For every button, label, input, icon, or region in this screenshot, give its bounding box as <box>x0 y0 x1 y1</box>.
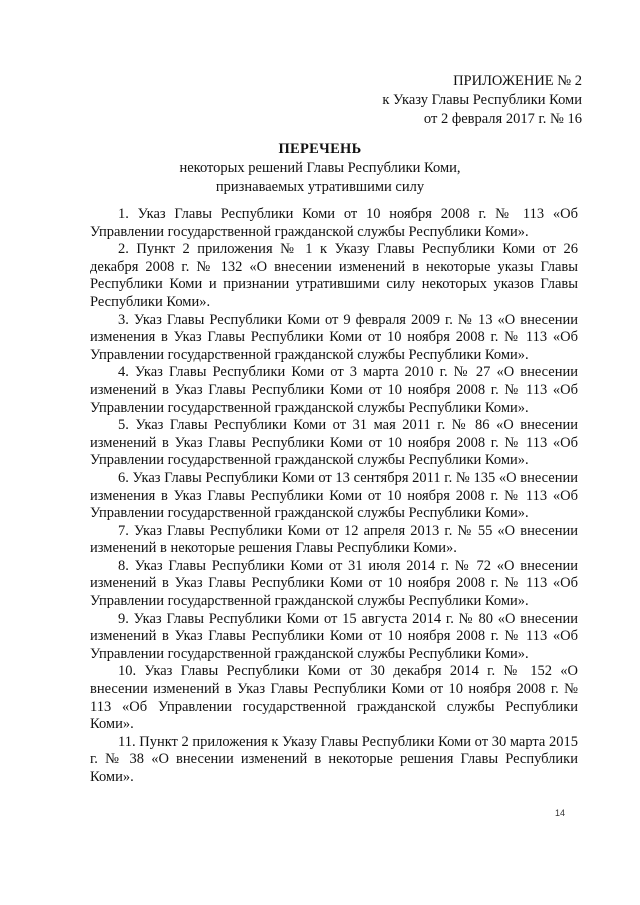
list-item: 5. Указ Главы Республики Коми от 31 мая 2011 г. № 86 «О внесении изменений в Указ Главы Республики Коми от 10 ноября 2008 г. № 113 «Об Управлении государственной гражданской службы Республики Коми». <box>90 417 578 469</box>
document-heading <box>0 140 640 197</box>
appendix-header <box>382 72 582 129</box>
document-subtitle-line-2: признаваемых утратившими силу <box>215 179 425 195</box>
list-item: 10. Указ Главы Республики Коми от 30 декабря 2014 г. № 152 «О внесении изменений в Указ Главы Республики Коми от 10 ноября 2008 г. № 113 «Об Управлении государственной гражданской службы Республики Коми». <box>90 663 578 733</box>
list-item: 9. Указ Главы Республики Коми от 15 августа 2014 г. № 80 «О внесении изменений в Указ Главы Республики Коми от 10 ноября 2008 г. № 113 «Об Управлении государственной гражданской службы Республики Коми». <box>90 610 578 662</box>
appendix-title: ПРИЛОЖЕНИЕ № 2 <box>453 73 582 89</box>
page-number: 14 <box>555 808 566 818</box>
list-item: 4. Указ Главы Республики Коми от 3 марта 2010 г. № 27 «О внесении изменений в Указ Главы Республики Коми от 10 ноября 2008 г. № 113 «Об Управлении государственной гражданской службы Республики Коми». <box>90 364 578 416</box>
document-subtitle-line-1: некоторых решений Главы Республики Коми, <box>179 160 461 176</box>
list-item: 1. Указ Главы Республики Коми от 10 ноября 2008 г. № 113 «Об Управлении государственной гражданской службы Республики Коми». <box>90 206 578 240</box>
list-item: 2. Пункт 2 приложения № 1 к Указу Главы Республики Коми от 26 декабря 2008 г. № 132 «О внесении изменений в некоторые указы Главы Республики Коми и признании утратившими силу некоторых указов Главы Республики Коми». <box>90 241 578 310</box>
list-item: 3. Указ Главы Республики Коми от 9 февраля 2009 г. № 13 «О внесении изменения в Указ Главы Республики Коми от 10 ноября 2008 г. № 113 «Об Управлении государственной гражданской службы Республики Коми». <box>90 311 578 363</box>
document-title: ПЕРЕЧЕНЬ <box>278 141 362 157</box>
list-item: 8. Указ Главы Республики Коми от 31 июля 2014 г. № 72 «О внесении изменений в Указ Главы Республики Коми от 10 ноября 2008 г. № 113 «Об Управлении государственной гражданской службы Республики Коми». <box>90 557 578 610</box>
appendix-decree-reference: к Указу Главы Республики Коми <box>382 92 582 108</box>
list-item: 11. Пункт 2 приложения к Указу Главы Республики Коми от 30 марта 2015 г. № 38 «О внесении изменений в некоторые решения Главы Республики Коми». <box>90 733 578 785</box>
appendix-decree-date: от 2 февраля 2017 г. № 16 <box>423 111 582 127</box>
list-item: 7. Указ Главы Республики Коми от 12 апреля 2013 г. № 55 «О внесении изменений в некоторые решения Главы Республики Коми». <box>90 522 578 557</box>
decisions-list <box>90 206 578 787</box>
list-item: 6. Указ Главы Республики Коми от 13 сентября 2011 г. № 135 «О внесении изменения в Указ Главы Республики Коми от 10 ноября 2008 г. № 113 «Об Управлении государственной гражданской службы Республики Коми». <box>90 469 578 522</box>
